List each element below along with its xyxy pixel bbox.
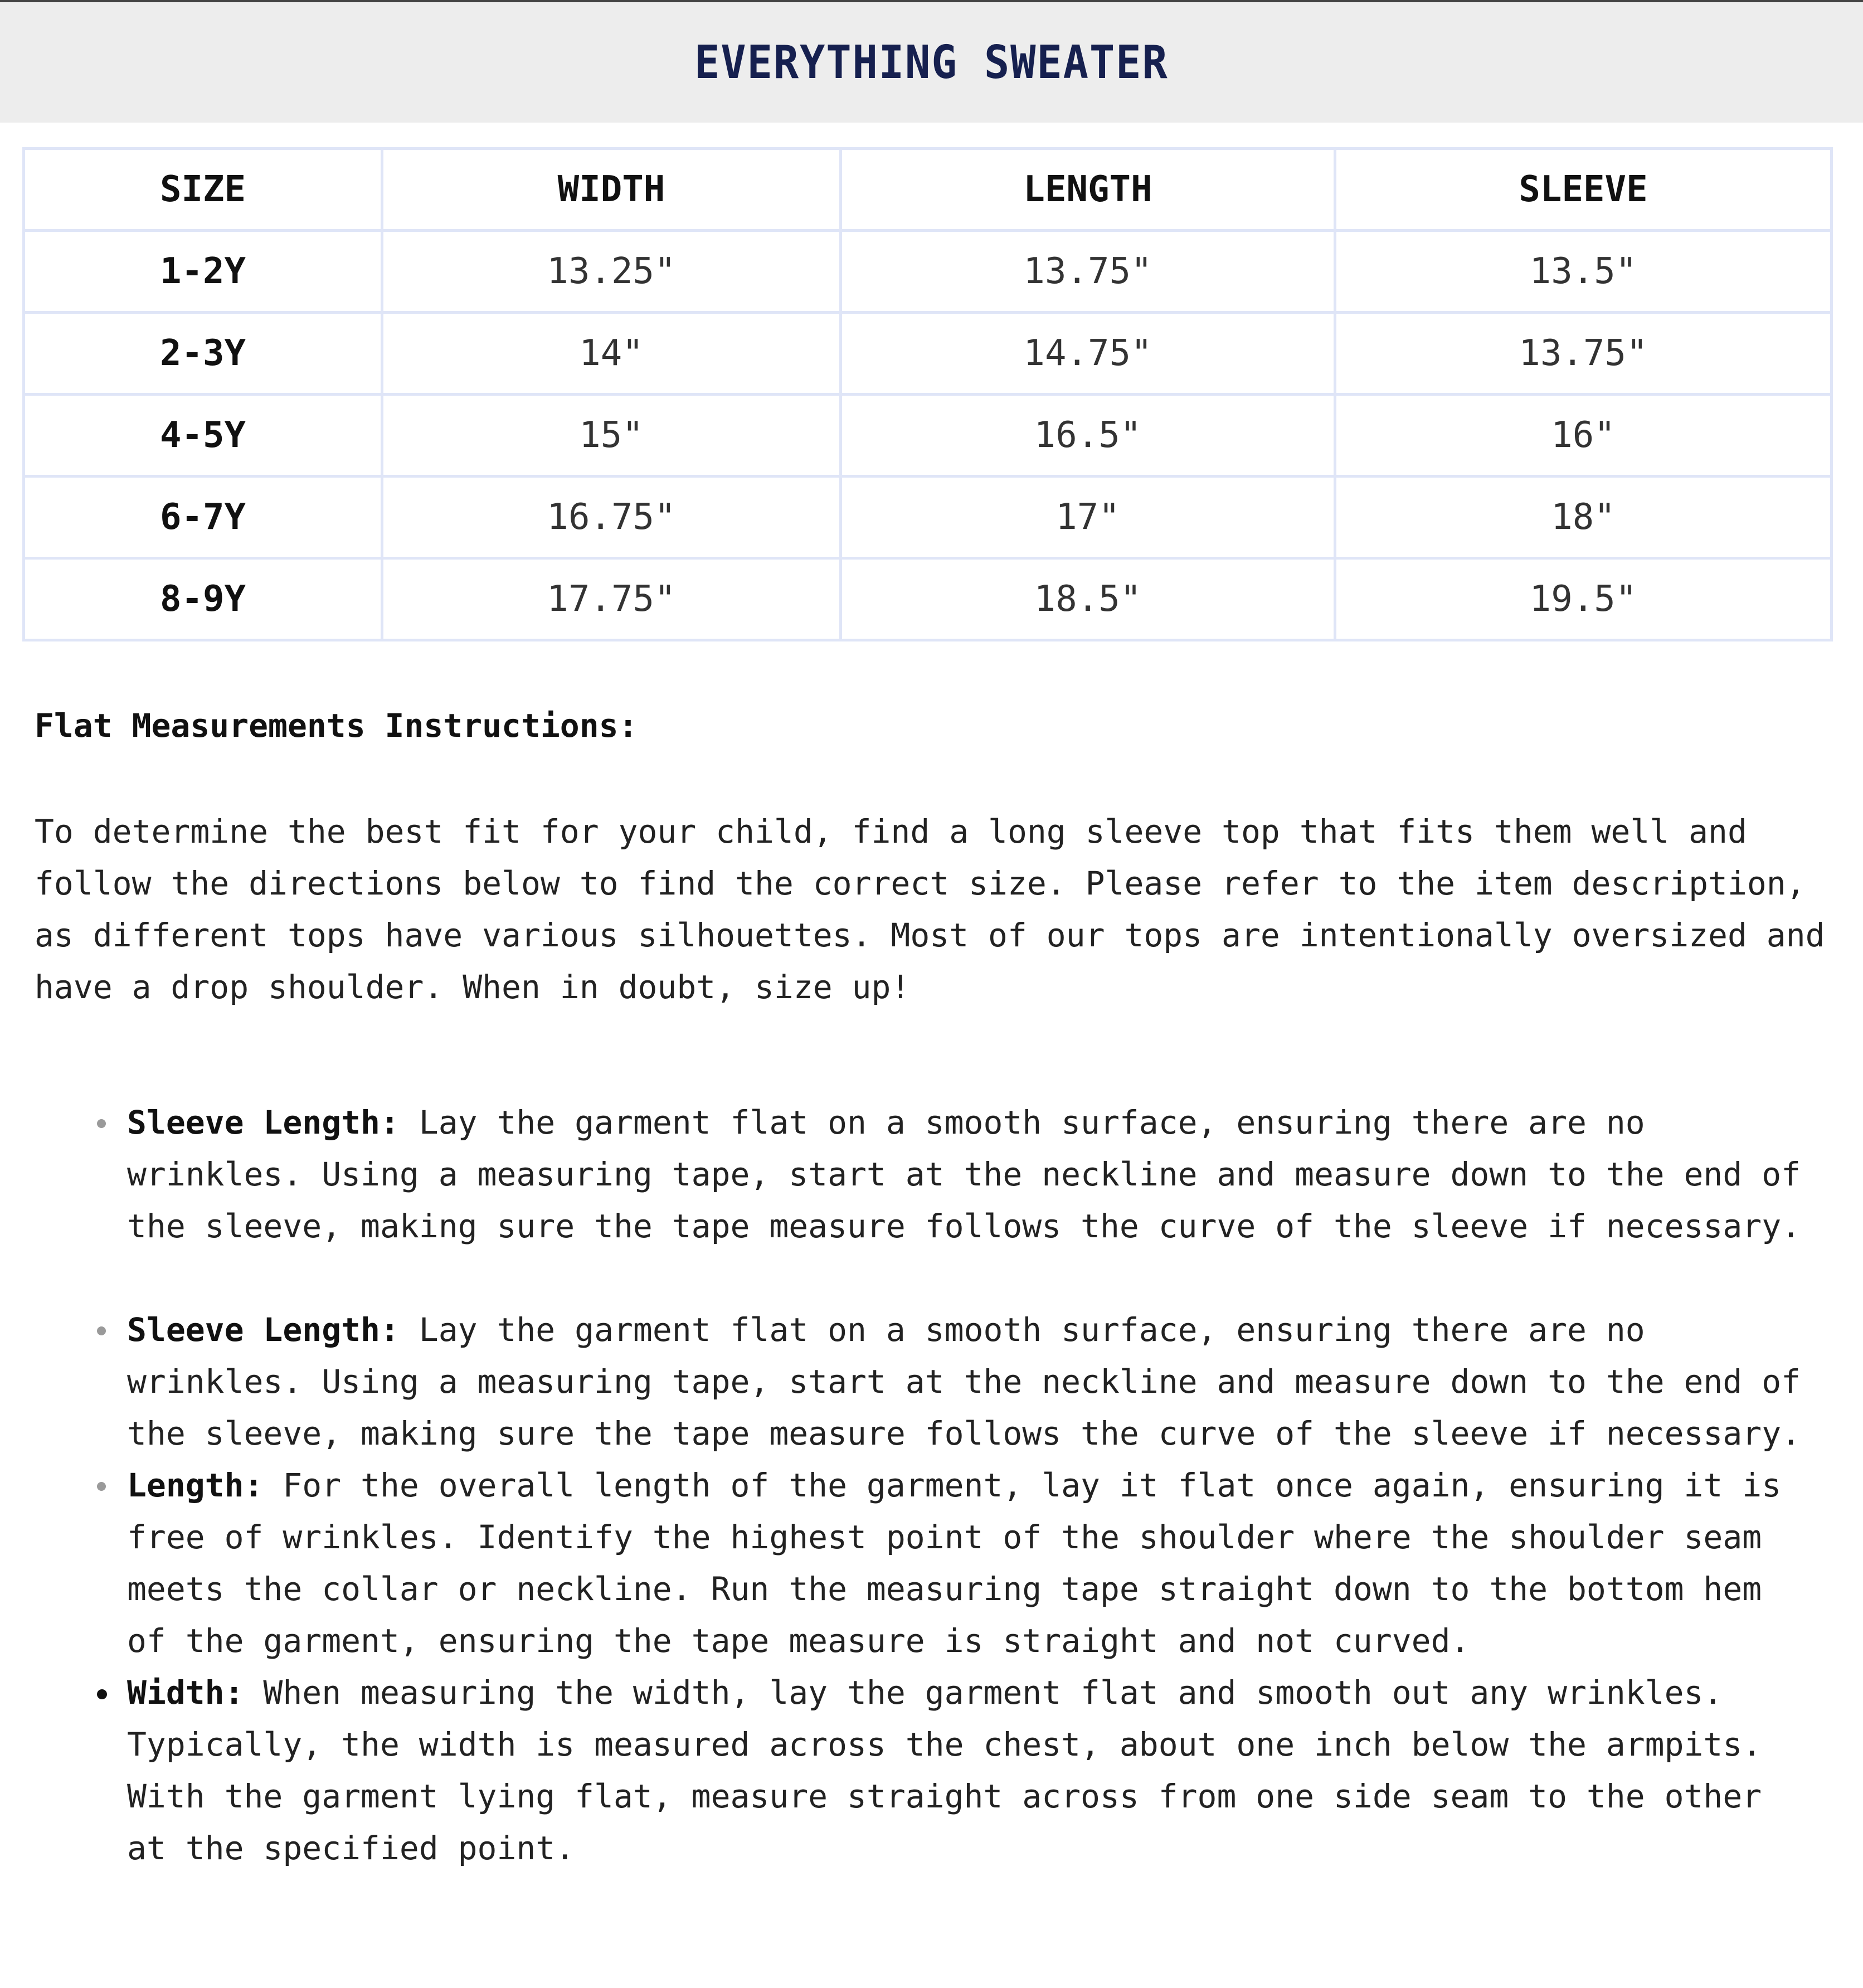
instructions-intro: To determine the best fit for your child, find a long sleeve top that fits them well and follow the directions below to find the correct size. Please refer to the item description, as different tops have various silhouettes. Most of our tops are intentionally oversized and have a drop shoulder. When in doubt, size up! xyxy=(35,813,1825,1006)
length-cell: 17" xyxy=(841,477,1335,558)
column-header-size: SIZE xyxy=(24,149,382,231)
page-title: EVERYTHING SWEATER xyxy=(694,36,1169,89)
item-term: Sleeve Length: xyxy=(127,1311,400,1349)
instructions-list xyxy=(0,1097,1839,1874)
size-cell: 4-5Y xyxy=(24,395,382,477)
item-term: Sleeve Length: xyxy=(127,1104,400,1141)
sleeve-cell: 16" xyxy=(1335,395,1832,477)
table-row xyxy=(24,231,1832,313)
width-cell: 16.75" xyxy=(382,477,841,558)
length-cell: 14.75" xyxy=(841,313,1335,395)
length-cell: 18.5" xyxy=(841,558,1335,640)
sleeve-cell: 18" xyxy=(1335,477,1832,558)
bullet-icon xyxy=(97,1326,106,1335)
table-row xyxy=(24,313,1832,395)
item-text: When measuring the width, lay the garment flat and smooth out any wrinkles. Typically, the width is measured across the chest, about one inch below the armpits. With the garment lying flat, measure straight across from one side seam to the other at the specified point. xyxy=(127,1674,1762,1867)
table-row xyxy=(24,558,1832,640)
page-header xyxy=(0,2,1863,123)
item-text: For the overall length of the garment, lay it flat once again, ensuring it is free of wrinkles. Identify the highest point of the shoulder where the shoulder seam meets the collar or neckline. Run the measuring tape straight down to the bottom hem of the garment, ensuring the tape measure is straight and not curved. xyxy=(127,1466,1782,1660)
table-header-row xyxy=(24,149,1832,231)
item-text: Lay the garment flat on a smooth surface, ensuring there are no wrinkles. Using a measuring tape, start at the neckline and measure down to the end of the sleeve, making sure the tape measure follows the curve of the sleeve if necessary. xyxy=(127,1104,1801,1245)
column-header-sleeve: SLEEVE xyxy=(1335,149,1832,231)
width-cell: 14" xyxy=(382,313,841,395)
bullet-icon xyxy=(97,1119,106,1128)
sleeve-cell: 19.5" xyxy=(1335,558,1832,640)
list-item xyxy=(0,1460,1804,1667)
list-item xyxy=(0,1304,1804,1460)
bullet-icon xyxy=(97,1689,107,1699)
length-cell: 13.75" xyxy=(841,231,1335,313)
size-cell: 6-7Y xyxy=(24,477,382,558)
table-row xyxy=(24,477,1832,558)
column-header-length: LENGTH xyxy=(841,149,1335,231)
width-cell: 13.25" xyxy=(382,231,841,313)
width-cell: 17.75" xyxy=(382,558,841,640)
size-cell: 8-9Y xyxy=(24,558,382,640)
table-row xyxy=(24,395,1832,477)
list-item xyxy=(0,1667,1804,1874)
size-cell: 2-3Y xyxy=(24,313,382,395)
instructions-heading: Flat Measurements Instructions: xyxy=(35,707,638,745)
list-item xyxy=(0,1097,1804,1252)
size-chart-table xyxy=(22,147,1833,641)
item-term: Length: xyxy=(127,1466,264,1504)
item-term: Width: xyxy=(127,1674,244,1712)
size-cell: 1-2Y xyxy=(24,231,382,313)
length-cell: 16.5" xyxy=(841,395,1335,477)
sleeve-cell: 13.75" xyxy=(1335,313,1832,395)
column-header-width: WIDTH xyxy=(382,149,841,231)
width-cell: 15" xyxy=(382,395,841,477)
bullet-icon xyxy=(97,1482,106,1491)
sleeve-cell: 13.5" xyxy=(1335,231,1832,313)
item-text: Lay the garment flat on a smooth surface, ensuring there are no wrinkles. Using a measuring tape, start at the neckline and measure down to the end of the sleeve, making sure the tape measure follows the curve of the sleeve if necessary. xyxy=(127,1311,1801,1452)
